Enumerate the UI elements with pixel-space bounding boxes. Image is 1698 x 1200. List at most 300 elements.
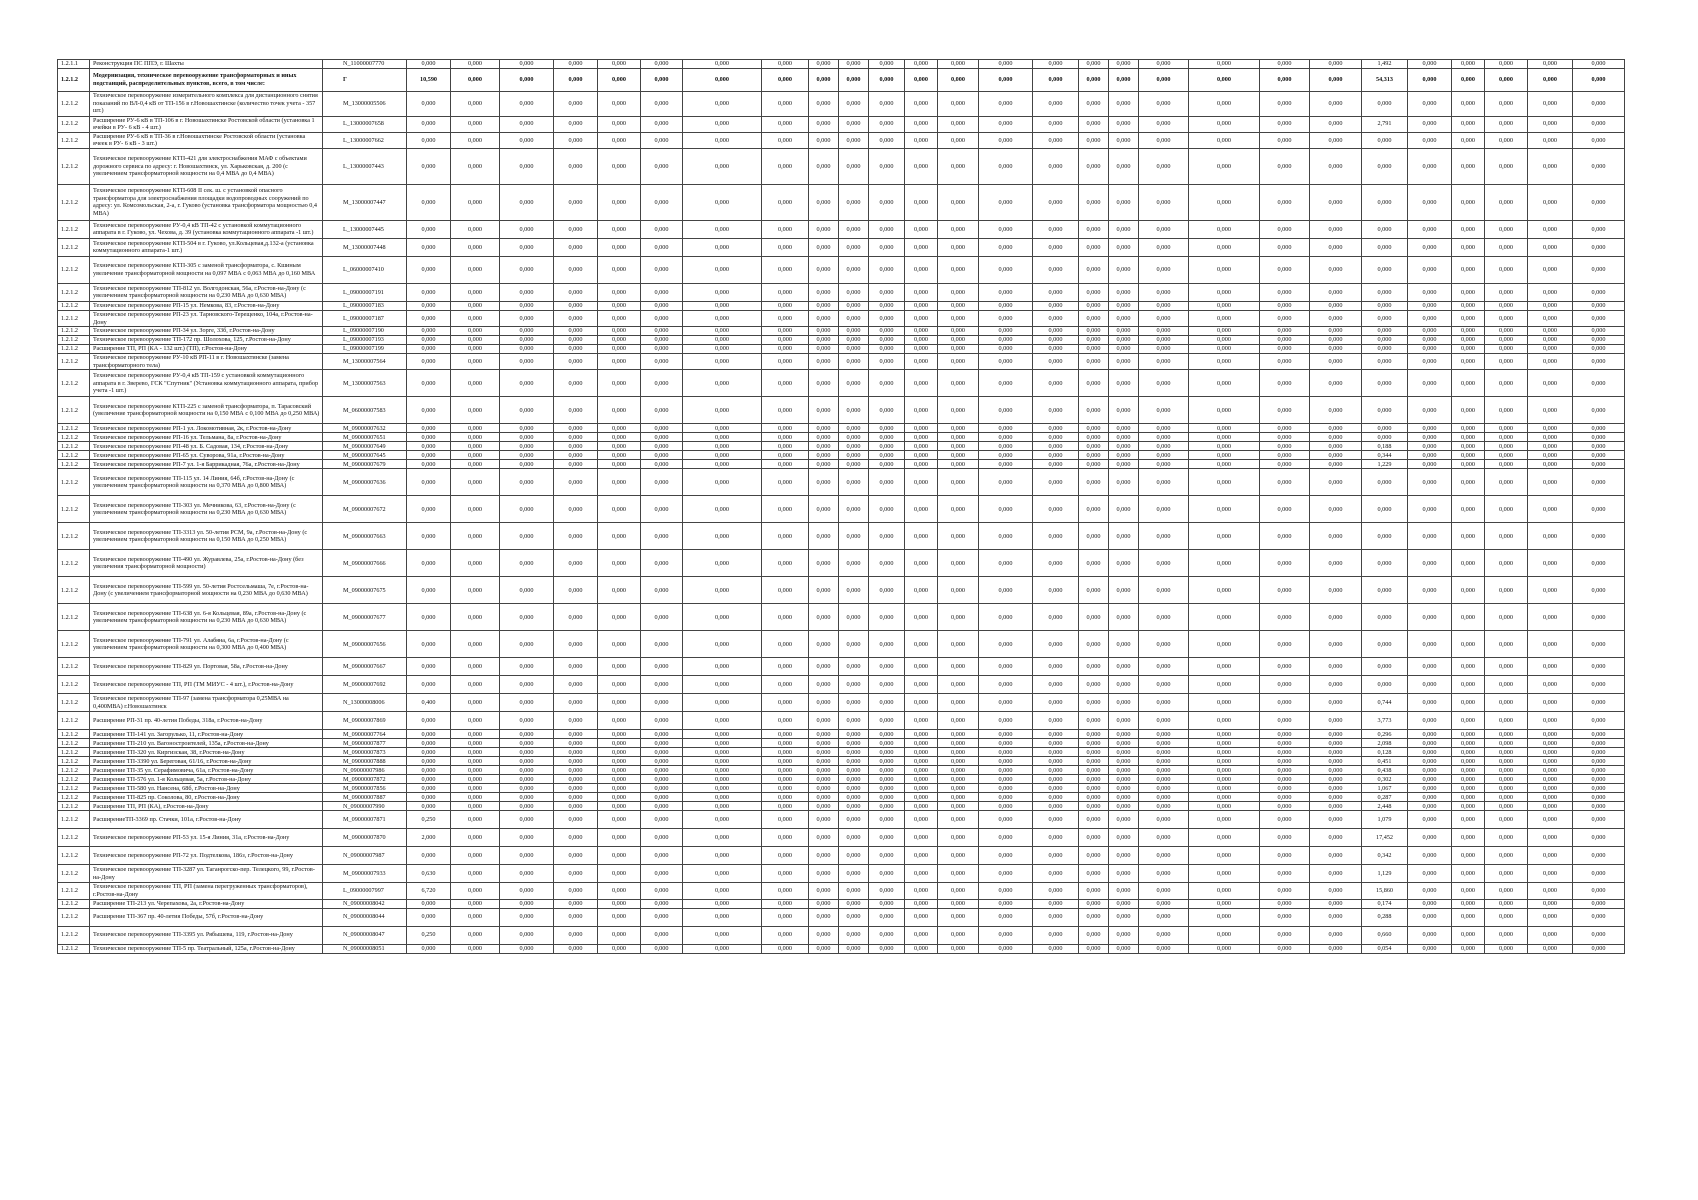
value-cell: 0,000 bbox=[554, 631, 598, 658]
value-cell: 0,000 bbox=[1528, 184, 1573, 220]
value-cell: 0,000 bbox=[1408, 748, 1452, 757]
value-cell: 0,000 bbox=[451, 91, 500, 116]
value-cell: 0,000 bbox=[1408, 694, 1452, 712]
value-cell: 0,000 bbox=[1408, 766, 1452, 775]
value-cell: 0,000 bbox=[1079, 184, 1109, 220]
value-cell: 0,000 bbox=[598, 865, 641, 883]
value-cell: 0,000 bbox=[500, 757, 554, 766]
value-cell: 0,000 bbox=[1310, 748, 1362, 757]
value-cell: 0,000 bbox=[979, 345, 1033, 354]
project-id-cell: M_09000007692 bbox=[323, 676, 407, 694]
value-cell: 0,000 bbox=[979, 238, 1033, 256]
value-cell: 0,000 bbox=[500, 775, 554, 784]
value-cell: 0,000 bbox=[1109, 301, 1139, 310]
value-cell: 0,000 bbox=[641, 336, 683, 345]
value-cell: 0,000 bbox=[1528, 766, 1573, 775]
value-cell: 0,000 bbox=[500, 883, 554, 899]
value-cell: 0,000 bbox=[1139, 256, 1189, 283]
value-cell: 0,000 bbox=[1079, 327, 1109, 336]
value-cell: 0,000 bbox=[1079, 132, 1109, 148]
project-name-cell: Реконструкция ПС ППЭ, г. Шахты bbox=[90, 60, 323, 69]
value-cell: 0,000 bbox=[641, 451, 683, 460]
value-cell: 0,000 bbox=[979, 829, 1033, 847]
value-cell: 0,000 bbox=[762, 327, 809, 336]
value-cell: 0,000 bbox=[1573, 148, 1625, 184]
value-cell: 0,000 bbox=[1310, 811, 1362, 829]
value-cell: 0,000 bbox=[1033, 944, 1079, 953]
value-cell: 0,000 bbox=[641, 550, 683, 577]
value-cell: 0,000 bbox=[1485, 301, 1528, 310]
value-cell: 0,000 bbox=[554, 433, 598, 442]
value-cell: 0,000 bbox=[641, 829, 683, 847]
value-cell: 0,000 bbox=[1079, 469, 1109, 496]
value-cell: 0,000 bbox=[979, 370, 1033, 397]
value-cell: 0,000 bbox=[809, 523, 839, 550]
value-cell: 0,000 bbox=[1362, 132, 1408, 148]
value-cell: 0,000 bbox=[809, 577, 839, 604]
value-cell: 0,000 bbox=[683, 658, 762, 676]
value-cell: 0,000 bbox=[1362, 433, 1408, 442]
value-cell: 0,000 bbox=[641, 283, 683, 301]
value-cell: 0,000 bbox=[1528, 730, 1573, 739]
value-cell: 0,000 bbox=[1310, 865, 1362, 883]
table-row bbox=[58, 442, 1625, 451]
value-cell: 0,000 bbox=[979, 148, 1033, 184]
value-cell: 0,000 bbox=[1139, 847, 1189, 865]
value-cell: 0,000 bbox=[839, 658, 869, 676]
value-cell: 0,000 bbox=[979, 451, 1033, 460]
value-cell: 0,000 bbox=[451, 676, 500, 694]
value-cell: 0,000 bbox=[938, 766, 979, 775]
table-row bbox=[58, 469, 1625, 496]
value-cell: 0,000 bbox=[839, 631, 869, 658]
row-code-cell: 1.2.1.2 bbox=[58, 766, 90, 775]
value-cell: 0,000 bbox=[500, 116, 554, 132]
value-cell: 0,000 bbox=[407, 354, 451, 370]
value-cell: 0,000 bbox=[809, 301, 839, 310]
value-cell: 0,744 bbox=[1362, 694, 1408, 712]
value-cell: 0,000 bbox=[554, 550, 598, 577]
value-cell: 0,000 bbox=[1139, 730, 1189, 739]
value-cell: 0,000 bbox=[1528, 424, 1573, 433]
value-cell: 0,000 bbox=[938, 496, 979, 523]
value-cell: 0,000 bbox=[1189, 424, 1260, 433]
value-cell: 0,000 bbox=[1310, 730, 1362, 739]
value-cell: 0,000 bbox=[1109, 68, 1139, 91]
value-cell: 0,000 bbox=[809, 757, 839, 766]
value-cell: 0,000 bbox=[979, 676, 1033, 694]
value-cell: 0,000 bbox=[1408, 658, 1452, 676]
row-code-cell: 1.2.1.2 bbox=[58, 460, 90, 469]
value-cell: 0,000 bbox=[762, 148, 809, 184]
value-cell: 0,000 bbox=[554, 220, 598, 238]
value-cell: 0,000 bbox=[1260, 694, 1310, 712]
row-code-cell: 1.2.1.2 bbox=[58, 793, 90, 802]
value-cell: 0,000 bbox=[762, 676, 809, 694]
value-cell: 0,000 bbox=[1079, 694, 1109, 712]
value-cell: 0,000 bbox=[1033, 354, 1079, 370]
value-cell: 0,000 bbox=[809, 676, 839, 694]
value-cell: 0,000 bbox=[1485, 424, 1528, 433]
value-cell: 0,000 bbox=[1109, 944, 1139, 953]
value-cell: 0,000 bbox=[1260, 238, 1310, 256]
value-cell: 0,000 bbox=[683, 442, 762, 451]
value-cell: 0,000 bbox=[641, 354, 683, 370]
project-id-cell: M_09000007632 bbox=[323, 424, 407, 433]
value-cell: 0,000 bbox=[407, 658, 451, 676]
value-cell: 0,000 bbox=[809, 116, 839, 132]
value-cell: 0,000 bbox=[1573, 748, 1625, 757]
row-code-cell: 1.2.1.2 bbox=[58, 91, 90, 116]
value-cell: 0,000 bbox=[500, 370, 554, 397]
value-cell: 0,000 bbox=[683, 793, 762, 802]
value-cell: 0,000 bbox=[1485, 775, 1528, 784]
project-id-cell: L_09000007997 bbox=[323, 883, 407, 899]
value-cell: 0,000 bbox=[1310, 631, 1362, 658]
value-cell: 0,000 bbox=[1310, 91, 1362, 116]
value-cell: 0,000 bbox=[1485, 60, 1528, 69]
value-cell: 0,000 bbox=[1033, 766, 1079, 775]
value-cell: 0,000 bbox=[1033, 256, 1079, 283]
value-cell: 0,000 bbox=[1033, 908, 1079, 926]
value-cell: 0,000 bbox=[554, 451, 598, 460]
value-cell: 0,000 bbox=[1362, 550, 1408, 577]
value-cell: 0,400 bbox=[407, 694, 451, 712]
value-cell: 0,000 bbox=[905, 908, 938, 926]
value-cell: 0,000 bbox=[762, 184, 809, 220]
value-cell: 0,000 bbox=[1109, 336, 1139, 345]
value-cell: 0,000 bbox=[762, 496, 809, 523]
value-cell: 0,000 bbox=[938, 829, 979, 847]
value-cell: 0,000 bbox=[979, 739, 1033, 748]
value-cell: 0,000 bbox=[869, 793, 905, 802]
value-cell: 0,000 bbox=[1033, 865, 1079, 883]
value-cell: 0,000 bbox=[938, 604, 979, 631]
value-cell: 0,000 bbox=[979, 523, 1033, 550]
value-cell: 0,000 bbox=[1573, 91, 1625, 116]
value-cell: 0,000 bbox=[1528, 116, 1573, 132]
value-cell: 0,000 bbox=[938, 184, 979, 220]
value-cell: 0,000 bbox=[1033, 283, 1079, 301]
value-cell: 0,000 bbox=[905, 283, 938, 301]
value-cell: 0,000 bbox=[938, 730, 979, 739]
value-cell: 0,000 bbox=[641, 631, 683, 658]
row-code-cell: 1.2.1.2 bbox=[58, 238, 90, 256]
value-cell: 0,000 bbox=[1079, 496, 1109, 523]
project-name-cell: Техническое перевооружение РП-34 ул. Зорге, 33б, г.Ростов-на-Дону bbox=[90, 327, 323, 336]
value-cell: 0,000 bbox=[1189, 91, 1260, 116]
value-cell: 0,000 bbox=[809, 730, 839, 739]
value-cell: 0,000 bbox=[1528, 748, 1573, 757]
value-cell: 0,000 bbox=[1079, 301, 1109, 310]
value-cell: 0,000 bbox=[869, 424, 905, 433]
value-cell: 0,000 bbox=[554, 658, 598, 676]
value-cell: 0,000 bbox=[1189, 116, 1260, 132]
project-id-cell: M_13000005506 bbox=[323, 91, 407, 116]
value-cell: 0,000 bbox=[598, 327, 641, 336]
value-cell: 0,000 bbox=[809, 908, 839, 926]
table-row bbox=[58, 496, 1625, 523]
value-cell: 0,000 bbox=[1079, 793, 1109, 802]
value-cell: 0,000 bbox=[598, 148, 641, 184]
value-cell: 0,000 bbox=[1485, 811, 1528, 829]
value-cell: 0,000 bbox=[839, 327, 869, 336]
table-row bbox=[58, 739, 1625, 748]
value-cell: 0,000 bbox=[598, 469, 641, 496]
project-id-cell: M_09000007877 bbox=[323, 739, 407, 748]
value-cell: 0,000 bbox=[1260, 811, 1310, 829]
value-cell: 0,000 bbox=[1033, 68, 1079, 91]
value-cell: 0,000 bbox=[1485, 132, 1528, 148]
value-cell: 0,000 bbox=[641, 132, 683, 148]
value-cell: 0,000 bbox=[869, 301, 905, 310]
value-cell: 0,000 bbox=[598, 68, 641, 91]
value-cell: 0,000 bbox=[598, 370, 641, 397]
project-id-cell: M_09000007667 bbox=[323, 658, 407, 676]
value-cell: 0,000 bbox=[683, 883, 762, 899]
value-cell: 0,000 bbox=[598, 550, 641, 577]
value-cell: 0,000 bbox=[598, 523, 641, 550]
value-cell: 0,000 bbox=[1310, 220, 1362, 238]
value-cell: 0,000 bbox=[1033, 523, 1079, 550]
value-cell: 0,000 bbox=[762, 336, 809, 345]
value-cell: 0,000 bbox=[1189, 712, 1260, 730]
value-cell: 0,000 bbox=[407, 775, 451, 784]
value-cell: 0,000 bbox=[1362, 397, 1408, 424]
value-cell: 0,000 bbox=[641, 784, 683, 793]
value-cell: 0,000 bbox=[451, 775, 500, 784]
value-cell: 0,000 bbox=[938, 283, 979, 301]
value-cell: 0,000 bbox=[839, 748, 869, 757]
value-cell: 0,000 bbox=[979, 802, 1033, 811]
project-id-cell: M_09000007888 bbox=[323, 757, 407, 766]
value-cell: 0,000 bbox=[1033, 345, 1079, 354]
value-cell: 0,000 bbox=[407, 256, 451, 283]
value-cell: 0,000 bbox=[1573, 469, 1625, 496]
value-cell: 0,000 bbox=[1573, 442, 1625, 451]
value-cell: 0,000 bbox=[979, 865, 1033, 883]
value-cell: 0,000 bbox=[905, 766, 938, 775]
value-cell: 0,000 bbox=[683, 694, 762, 712]
value-cell: 0,000 bbox=[1485, 442, 1528, 451]
value-cell: 0,000 bbox=[1033, 730, 1079, 739]
value-cell: 0,000 bbox=[1573, 802, 1625, 811]
value-cell: 0,000 bbox=[905, 748, 938, 757]
value-cell: 0,000 bbox=[683, 829, 762, 847]
value-cell: 0,000 bbox=[1528, 811, 1573, 829]
value-cell: 0,000 bbox=[641, 712, 683, 730]
value-cell: 0,000 bbox=[1079, 238, 1109, 256]
project-name-cell: Техническое перевооружение ТП-3287 ул. Таганрогско-пер. Телецкого, 99, г.Ростов-на-Дону bbox=[90, 865, 323, 883]
value-cell: 0,000 bbox=[762, 283, 809, 301]
value-cell: 0,000 bbox=[1452, 883, 1485, 899]
value-cell: 0,000 bbox=[1139, 748, 1189, 757]
value-cell: 0,000 bbox=[869, 238, 905, 256]
value-cell: 0,000 bbox=[1033, 604, 1079, 631]
value-cell: 0,000 bbox=[554, 116, 598, 132]
value-cell: 0,000 bbox=[641, 523, 683, 550]
value-cell: 0,000 bbox=[598, 766, 641, 775]
value-cell: 0,000 bbox=[1079, 60, 1109, 69]
value-cell: 0,000 bbox=[1573, 784, 1625, 793]
value-cell: 0,000 bbox=[500, 865, 554, 883]
value-cell: 0,000 bbox=[1139, 310, 1189, 326]
value-cell: 0,000 bbox=[809, 694, 839, 712]
value-cell: 0,000 bbox=[1485, 310, 1528, 326]
value-cell: 0,000 bbox=[683, 469, 762, 496]
value-cell: 0,000 bbox=[407, 238, 451, 256]
value-cell: 0,000 bbox=[1310, 310, 1362, 326]
value-cell: 0,000 bbox=[762, 577, 809, 604]
value-cell: 0,000 bbox=[809, 310, 839, 326]
project-id-cell: M_09000007636 bbox=[323, 469, 407, 496]
value-cell: 0,000 bbox=[451, 793, 500, 802]
value-cell: 0,000 bbox=[451, 345, 500, 354]
value-cell: 0,000 bbox=[1189, 775, 1260, 784]
value-cell: 0,000 bbox=[1362, 336, 1408, 345]
value-cell: 0,000 bbox=[905, 883, 938, 899]
value-cell: 0,000 bbox=[1452, 442, 1485, 451]
value-cell: 0,000 bbox=[1573, 658, 1625, 676]
value-cell: 0,000 bbox=[1139, 148, 1189, 184]
value-cell: 0,000 bbox=[1408, 132, 1452, 148]
value-cell: 0,000 bbox=[1189, 451, 1260, 460]
value-cell: 0,000 bbox=[500, 220, 554, 238]
value-cell: 0,000 bbox=[979, 694, 1033, 712]
value-cell: 0,000 bbox=[1189, 238, 1260, 256]
value-cell: 0,000 bbox=[905, 604, 938, 631]
value-cell: 0,000 bbox=[762, 926, 809, 944]
row-code-cell: 1.2.1.2 bbox=[58, 550, 90, 577]
value-cell: 0,000 bbox=[598, 238, 641, 256]
value-cell: 0,000 bbox=[938, 345, 979, 354]
value-cell: 0,000 bbox=[683, 739, 762, 748]
project-name-cell: Расширение ТП-213 ул. Черепахова, 2а, г.Ростов-на-Дону bbox=[90, 899, 323, 908]
value-cell: 0,000 bbox=[1408, 908, 1452, 926]
value-cell: 0,000 bbox=[1033, 60, 1079, 69]
value-cell: 0,000 bbox=[407, 712, 451, 730]
row-code-cell: 1.2.1.2 bbox=[58, 336, 90, 345]
value-cell: 0,000 bbox=[641, 91, 683, 116]
value-cell: 0,000 bbox=[1573, 301, 1625, 310]
value-cell: 0,000 bbox=[979, 460, 1033, 469]
value-cell: 0,000 bbox=[809, 829, 839, 847]
project-id-cell: M_09000007666 bbox=[323, 550, 407, 577]
value-cell: 0,000 bbox=[1189, 847, 1260, 865]
value-cell: 0,000 bbox=[1139, 370, 1189, 397]
value-cell: 0,000 bbox=[554, 784, 598, 793]
value-cell: 0,000 bbox=[1033, 310, 1079, 326]
value-cell: 0,000 bbox=[641, 184, 683, 220]
value-cell: 0,000 bbox=[1362, 604, 1408, 631]
value-cell: 0,000 bbox=[905, 926, 938, 944]
project-name-cell: Техническое перевооружение ТП, РП (замена перегруженных трансформаторов), г.Ростов-на-Дону bbox=[90, 883, 323, 899]
value-cell: 0,000 bbox=[683, 354, 762, 370]
value-cell: 0,000 bbox=[554, 883, 598, 899]
value-cell: 0,000 bbox=[500, 327, 554, 336]
value-cell: 0,000 bbox=[451, 301, 500, 310]
value-cell: 0,000 bbox=[500, 926, 554, 944]
value-cell: 0,000 bbox=[1033, 433, 1079, 442]
value-cell: 0,000 bbox=[938, 60, 979, 69]
value-cell: 0,000 bbox=[1189, 811, 1260, 829]
value-cell: 0,000 bbox=[1310, 345, 1362, 354]
value-cell: 0,000 bbox=[1033, 748, 1079, 757]
value-cell: 0,000 bbox=[905, 694, 938, 712]
value-cell: 0,000 bbox=[762, 424, 809, 433]
value-cell: 0,000 bbox=[1362, 256, 1408, 283]
value-cell: 0,000 bbox=[1260, 847, 1310, 865]
value-cell: 0,000 bbox=[1139, 739, 1189, 748]
project-name-cell: Техническое перевооружение КТП-421 для электроснабжения МАФ с объектами дорожного сервиса по адресу: г. Новошахтинск, ул. Харьковская, д. 200 (с увеличением трансформаторной мощности на 0,4 МВА до 0,4 МВА) bbox=[90, 148, 323, 184]
value-cell: 0,000 bbox=[938, 256, 979, 283]
value-cell: 0,000 bbox=[554, 370, 598, 397]
value-cell: 0,000 bbox=[869, 739, 905, 748]
value-cell: 0,000 bbox=[1079, 451, 1109, 460]
value-cell: 0,000 bbox=[407, 496, 451, 523]
value-cell: 0,000 bbox=[1408, 739, 1452, 748]
value-cell: 0,000 bbox=[1452, 148, 1485, 184]
value-cell: 0,000 bbox=[1189, 460, 1260, 469]
value-cell: 0,000 bbox=[869, 132, 905, 148]
value-cell: 0,000 bbox=[1573, 811, 1625, 829]
value-cell: 0,000 bbox=[1573, 775, 1625, 784]
table-row bbox=[58, 899, 1625, 908]
value-cell: 0,000 bbox=[598, 712, 641, 730]
value-cell: 0,000 bbox=[407, 469, 451, 496]
value-cell: 0,000 bbox=[1109, 766, 1139, 775]
value-cell: 0,000 bbox=[1189, 496, 1260, 523]
row-code-cell: 1.2.1.2 bbox=[58, 148, 90, 184]
row-code-cell: 1.2.1.2 bbox=[58, 784, 90, 793]
value-cell: 0,000 bbox=[809, 883, 839, 899]
project-name-cell: Техническое перевооружение ТП-97 (замена трансформатора 0,25МВА на 0,400МВА) г.Новошахтинск bbox=[90, 694, 323, 712]
table-row bbox=[58, 730, 1625, 739]
value-cell: 0,000 bbox=[839, 883, 869, 899]
value-cell: 0,000 bbox=[869, 748, 905, 757]
value-cell: 0,000 bbox=[1408, 354, 1452, 370]
value-cell: 0,000 bbox=[641, 676, 683, 694]
value-cell: 0,000 bbox=[979, 712, 1033, 730]
value-cell: 0,000 bbox=[938, 847, 979, 865]
project-id-cell: M_09000007872 bbox=[323, 775, 407, 784]
value-cell: 0,000 bbox=[598, 220, 641, 238]
project-name-cell: Расширение ТП-35 ул. Серафимовича, 61а, г.Ростов-на-Дону bbox=[90, 766, 323, 775]
value-cell: 0,000 bbox=[839, 577, 869, 604]
value-cell: 0,000 bbox=[1139, 775, 1189, 784]
value-cell: 0,000 bbox=[1079, 926, 1109, 944]
value-cell: 0,000 bbox=[407, 550, 451, 577]
value-cell: 0,000 bbox=[1408, 220, 1452, 238]
value-cell: 0,000 bbox=[1139, 604, 1189, 631]
value-cell: 0,000 bbox=[1573, 184, 1625, 220]
value-cell: 0,000 bbox=[407, 766, 451, 775]
table-row bbox=[58, 793, 1625, 802]
value-cell: 0,000 bbox=[979, 60, 1033, 69]
value-cell: 0,000 bbox=[1485, 397, 1528, 424]
value-cell: 0,000 bbox=[905, 460, 938, 469]
value-cell: 0,000 bbox=[762, 694, 809, 712]
value-cell: 0,000 bbox=[1079, 865, 1109, 883]
value-cell: 0,000 bbox=[762, 865, 809, 883]
value-cell: 0,000 bbox=[1362, 283, 1408, 301]
value-cell: 0,000 bbox=[1260, 283, 1310, 301]
value-cell: 0,000 bbox=[809, 132, 839, 148]
value-cell: 0,000 bbox=[1408, 496, 1452, 523]
value-cell: 0,000 bbox=[1573, 676, 1625, 694]
value-cell: 0,000 bbox=[869, 220, 905, 238]
value-cell: 0,000 bbox=[451, 68, 500, 91]
